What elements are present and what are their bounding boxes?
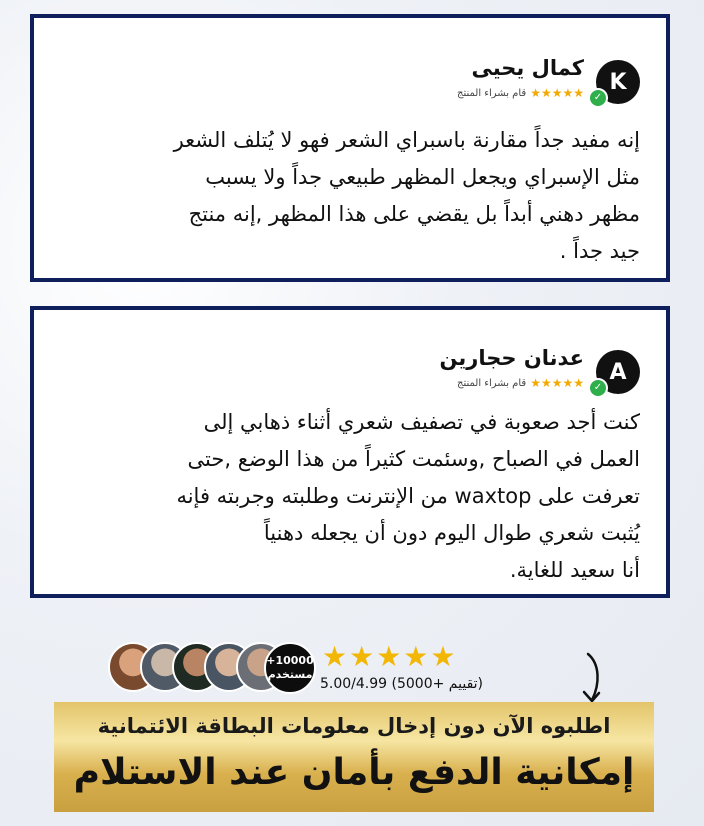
reviewer-name: عدنان حجارين	[439, 346, 584, 370]
review-text	[70, 122, 640, 270]
review-card	[30, 306, 670, 598]
order-cta-banner[interactable]	[54, 702, 654, 812]
review-line: مثل الإسبراي ويجعل المظهر طبيعي جداً ولا يسبب	[205, 165, 640, 189]
verified-check-icon: ✓	[588, 88, 608, 108]
reviewer-name: كمال يحيى	[471, 56, 584, 80]
avatar: A	[596, 350, 640, 394]
banner-subtitle: اطلبوه الآن دون إدخال معلومات البطاقة الائتمانية	[97, 714, 611, 738]
purchase-label: قام بشراء المنتج	[457, 87, 527, 99]
star-rating-icon: ★★★★★	[530, 376, 584, 390]
review-text	[70, 404, 640, 589]
customer-avatars	[108, 640, 318, 696]
users-label: مستخدم	[267, 668, 313, 681]
reviewer-header	[400, 52, 640, 110]
users-count-badge	[264, 642, 316, 694]
users-count: +10000	[266, 654, 314, 667]
star-rating-icon: ★★★★★	[322, 640, 458, 673]
reviewer-header	[400, 342, 640, 400]
review-line: إنه مفيد جداً مقارنة باسبراي الشعر فهو لا يُتلف الشعر	[173, 128, 640, 152]
curved-arrow-icon	[580, 650, 606, 706]
star-rating-icon: ★★★★★	[530, 86, 584, 100]
purchase-label: قام بشراء المنتج	[457, 377, 527, 389]
avatar: K	[596, 60, 640, 104]
review-line: تعرفت على waxtop من الإنترنت وطلبته وجربته فإنه	[176, 484, 640, 508]
banner-title: إمكانية الدفع بأمان عند الاستلام	[73, 752, 635, 793]
review-line: مظهر دهني أبداً بل يقضي على هذا المظهر ,إنه منتج	[188, 202, 640, 226]
verified-check-icon: ✓	[588, 378, 608, 398]
review-meta	[457, 86, 584, 100]
review-card	[30, 14, 670, 282]
review-line: العمل في الصباح ,وسئمت كثيراً من هذا الوضع ,حتى	[187, 447, 640, 471]
review-meta	[457, 376, 584, 390]
social-proof	[108, 640, 608, 700]
rating-summary: 5.00/4.99 (5000+ تقييم)	[320, 676, 484, 692]
review-line: أنا سعيد للغاية.	[509, 558, 640, 582]
review-line: يُثبت شعري طوال اليوم دون أن يجعله دهنياً	[263, 521, 640, 545]
review-line: جيد جداً .	[559, 239, 640, 263]
review-line: كنت أجد صعوبة في تصفيف شعري أثناء ذهابي إلى	[203, 410, 640, 434]
